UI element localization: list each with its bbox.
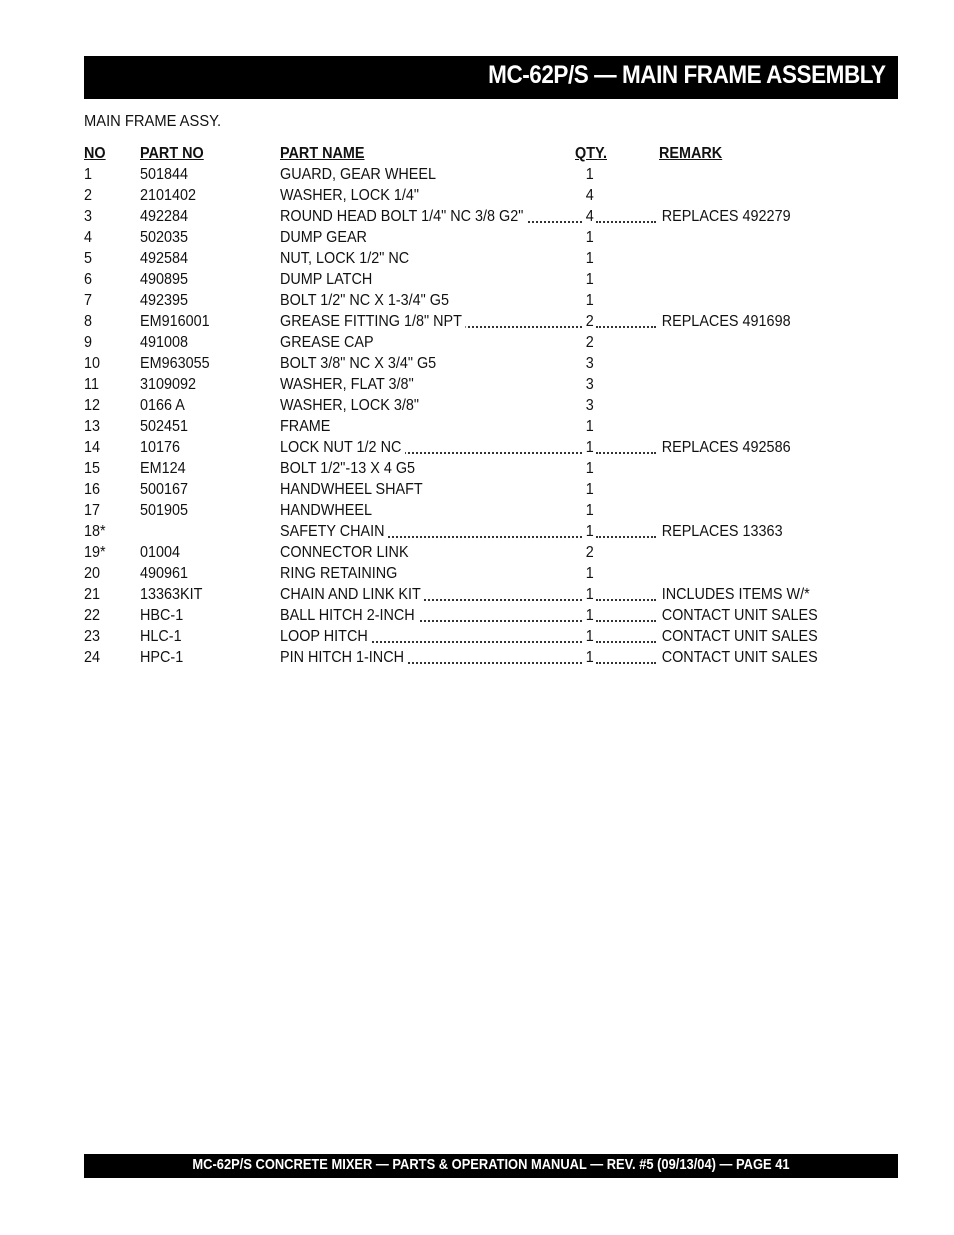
row-no: 22 [84,607,101,624]
row-part-name [280,269,376,290]
row-part-name [280,290,453,311]
row-part-no: 502451 [140,418,189,435]
row-part-name-text: LOOP HITCH [280,626,371,647]
row-qty: 1 [585,229,594,246]
table-row [84,437,844,458]
table-row [84,227,844,248]
table-row [84,458,844,479]
table-row [84,605,844,626]
leader-dots [596,437,656,458]
row-part-name [280,563,401,584]
row-no: 4 [84,229,93,246]
row-qty: 1 [585,565,594,582]
row-part-name [280,647,408,668]
row-part-name [280,416,334,437]
row-no: 15 [84,460,101,477]
row-part-name-text: LOCK NUT 1/2 NC [280,437,405,458]
leader-dots [596,311,656,332]
row-part-name [280,605,418,626]
row-no: 2 [84,187,93,204]
row-no: 5 [84,250,93,267]
row-part-name-text: DUMP LATCH [280,269,376,290]
row-qty: 1 [585,607,594,624]
footer-text: MC-62P/S CONCRETE MIXER — PARTS & OPERATION MANUAL — REV. #5 (09/13/04) — PAGE 41 [192,1156,790,1173]
table-row [84,479,844,500]
row-part-no: 2101402 [140,187,197,204]
table-row [84,290,844,311]
row-no: 17 [84,502,101,519]
row-part-name [280,521,388,542]
row-part-name [280,332,377,353]
row-no: 24 [84,649,101,666]
table-row [84,416,844,437]
row-part-name-text: HANDWHEEL SHAFT [280,479,426,500]
row-part-no: 492284 [140,208,189,225]
row-part-name [280,626,371,647]
row-part-name-text: CHAIN AND LINK KIT [280,584,424,605]
row-part-name-text: BOLT 1/2"-13 X 4 G5 [280,458,419,479]
row-part-no: 01004 [140,544,181,561]
row-part-name [280,374,417,395]
table-row [84,647,844,668]
row-part-no: HPC-1 [140,649,184,666]
row-part-no: 0166 A [140,397,185,414]
row-part-name-text: WASHER, LOCK 1/4" [280,185,423,206]
column-header-part-name: PART NAME [280,145,365,162]
row-qty: 3 [585,355,594,372]
table-row [84,206,844,227]
row-qty: 1 [585,586,594,603]
row-remark: CONTACT UNIT SALES [659,626,818,647]
table-row [84,542,844,563]
table-row [84,269,844,290]
row-qty: 1 [585,523,594,540]
row-remark: REPLACES 491698 [659,311,791,332]
row-part-name [280,206,527,227]
footer-bar [84,1154,898,1178]
table-header-row [84,143,844,164]
row-remark: REPLACES 13363 [659,521,783,542]
row-qty: 1 [585,166,594,183]
row-part-name-text: PIN HITCH 1-INCH [280,647,408,668]
row-part-no: HBC-1 [140,607,184,624]
row-part-no: HLC-1 [140,628,182,645]
row-part-no: 502035 [140,229,189,246]
leader-dots [596,206,656,227]
row-part-name-text: BOLT 3/8" NC X 3/4" G5 [280,353,440,374]
row-part-no: 501905 [140,502,189,519]
row-part-name-text: ROUND HEAD BOLT 1/4" NC 3/8 G2" [280,206,527,227]
row-part-no: 13363KIT [140,586,203,603]
row-no: 18* [84,523,106,540]
row-part-name [280,458,419,479]
row-part-name-text: GREASE CAP [280,332,377,353]
row-remark: REPLACES 492279 [659,206,791,227]
table-row [84,248,844,269]
row-part-name-text: HANDWHEEL [280,500,376,521]
row-no: 12 [84,397,101,414]
row-remark: CONTACT UNIT SALES [659,605,818,626]
row-no: 11 [84,376,99,393]
row-qty: 1 [585,628,594,645]
table-row [84,311,844,332]
table-row [84,332,844,353]
row-part-name [280,479,426,500]
row-qty: 2 [585,544,594,561]
column-header-remark: REMARK [659,145,723,162]
row-qty: 1 [585,271,594,288]
row-part-name [280,500,376,521]
table-row [84,521,844,542]
row-no: 1 [84,166,93,183]
row-no: 10 [84,355,101,372]
row-part-name [280,185,423,206]
row-part-name [280,437,405,458]
row-part-name-text: BOLT 1/2" NC X 1-3/4" G5 [280,290,453,311]
row-qty: 1 [585,418,594,435]
row-qty: 2 [585,313,594,330]
row-part-no: 492584 [140,250,189,267]
row-no: 7 [84,292,93,309]
row-part-no: 490961 [140,565,189,582]
row-part-name [280,164,440,185]
row-part-name-text: GUARD, GEAR WHEEL [280,164,440,185]
table-row [84,584,844,605]
row-qty: 1 [585,481,594,498]
row-part-name-text: DUMP GEAR [280,227,371,248]
row-no: 14 [84,439,101,456]
row-part-name [280,353,440,374]
row-part-no: 491008 [140,334,189,351]
column-header-part-no: PART NO [140,145,204,162]
row-part-no: 10176 [140,439,181,456]
row-part-no: EM963055 [140,355,210,372]
column-header-qty: QTY. [575,145,608,162]
row-no: 13 [84,418,101,435]
row-qty: 1 [585,460,594,477]
row-no: 19* [84,544,106,561]
row-no: 20 [84,565,101,582]
row-no: 23 [84,628,101,645]
leader-dots [596,647,656,668]
row-part-name [280,227,371,248]
row-part-name-text: WASHER, FLAT 3/8" [280,374,417,395]
section-label: MAIN FRAME ASSY. [84,113,222,130]
row-qty: 1 [585,250,594,267]
leader-dots [596,584,656,605]
row-part-name [280,584,424,605]
row-part-name-text: RING RETAINING [280,563,401,584]
leader-dots [596,605,656,626]
row-qty: 3 [585,376,594,393]
row-part-no: 3109092 [140,376,197,393]
parts-table [84,143,844,668]
row-part-name [280,311,466,332]
table-row [84,626,844,647]
row-part-name-text: WASHER, LOCK 3/8" [280,395,423,416]
table-row [84,164,844,185]
row-qty: 1 [585,502,594,519]
row-part-no: EM916001 [140,313,210,330]
leader-dots [596,626,656,647]
table-row [84,353,844,374]
row-part-name-text: GREASE FITTING 1/8" NPT [280,311,466,332]
row-remark: CONTACT UNIT SALES [659,647,818,668]
row-no: 6 [84,271,93,288]
row-part-no: 500167 [140,481,189,498]
row-part-name-text: SAFETY CHAIN [280,521,388,542]
row-qty: 3 [585,397,594,414]
row-qty: 2 [585,334,594,351]
row-qty: 1 [585,439,594,456]
row-no: 21 [84,586,101,603]
row-no: 3 [84,208,93,225]
row-part-no: 492395 [140,292,189,309]
row-part-no: 490895 [140,271,189,288]
row-qty: 4 [585,187,594,204]
row-part-name [280,395,423,416]
row-no: 16 [84,481,101,498]
table-row [84,563,844,584]
row-part-name-text: NUT, LOCK 1/2" NC [280,248,413,269]
row-part-no: EM124 [140,460,186,477]
row-part-name [280,248,413,269]
row-part-no: 501844 [140,166,189,183]
row-qty: 1 [585,292,594,309]
table-row [84,395,844,416]
row-part-name-text: CONNECTOR LINK [280,542,412,563]
leader-dots [596,521,656,542]
table-row [84,185,844,206]
row-qty: 1 [585,649,594,666]
row-remark: INCLUDES ITEMS W/* [659,584,810,605]
table-row [84,374,844,395]
table-row [84,500,844,521]
row-qty: 4 [585,208,594,225]
table-body [84,164,844,668]
column-header-no: NO [84,145,106,162]
row-remark: REPLACES 492586 [659,437,791,458]
row-part-name-text: FRAME [280,416,334,437]
row-no: 9 [84,334,93,351]
page-title: MC-62P/S — MAIN FRAME ASSEMBLY [488,61,886,89]
header-bar [84,56,898,99]
row-part-name [280,542,412,563]
row-part-name-text: BALL HITCH 2-INCH [280,605,418,626]
row-no: 8 [84,313,93,330]
